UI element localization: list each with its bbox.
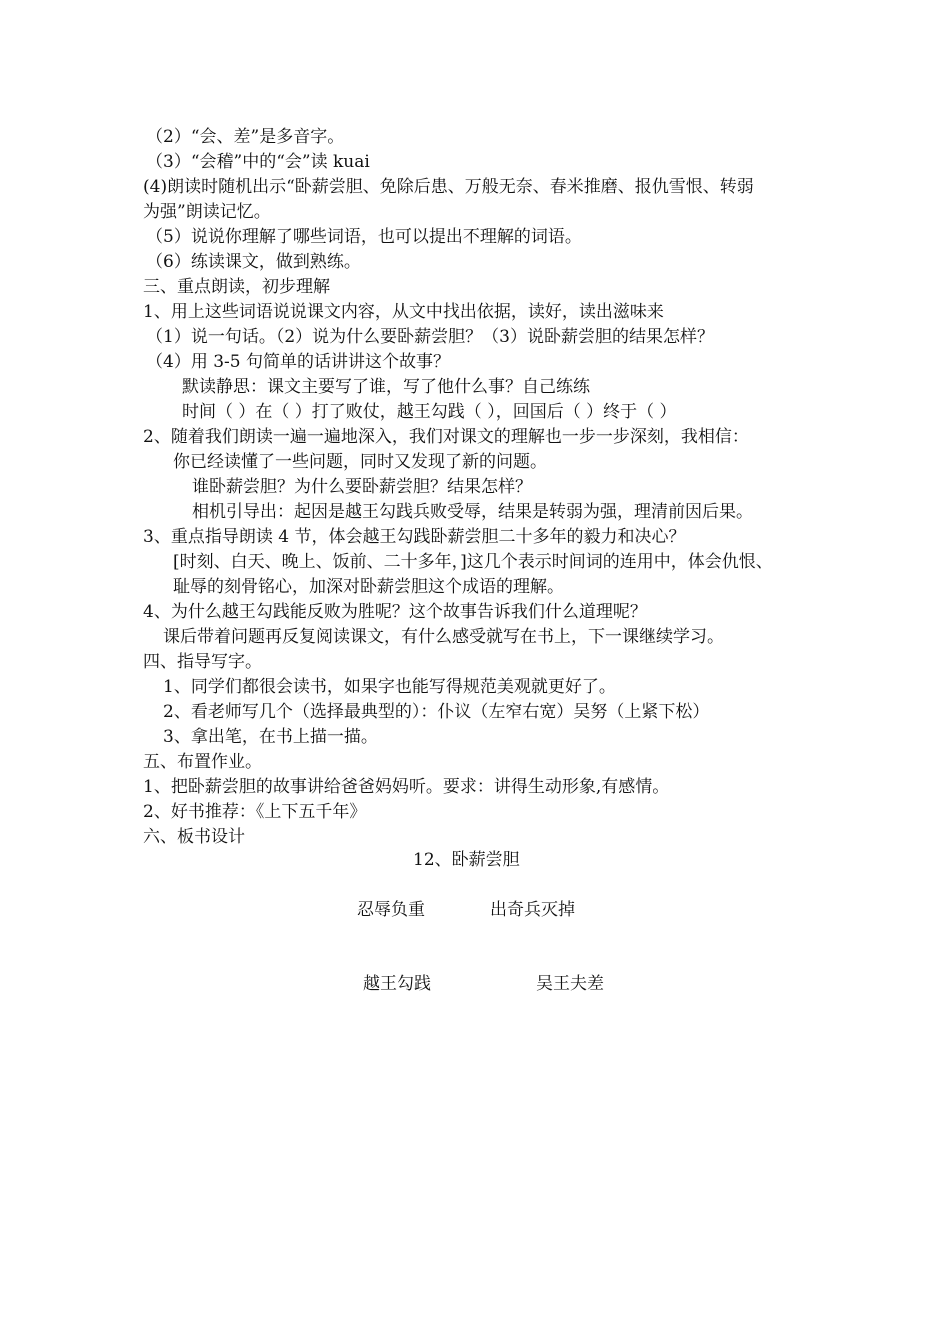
text-line: 你已经读懂了一些问题，同时又发现了新的问题。: [173, 452, 547, 472]
text-line: （2）“会、差”是多音字。: [146, 127, 345, 147]
text-line: 4、为什么越王勾践能反败为胜呢？这个故事告诉我们什么道理呢？: [143, 602, 647, 622]
text-line: 2、看老师写几个（选择最典型的）：仆议（左窄右宽）吴努（上紧下松）: [163, 702, 710, 722]
text-line: （5）说说你理解了哪些词语，也可以提出不理解的词语。: [146, 227, 582, 247]
board-right-bottom: 吴王夫差: [536, 974, 604, 994]
text-line: 时间（ ）在（ ）打了败仗，越王勾践（ ），回国后（ ）终于（ ）: [182, 402, 677, 422]
board-left-bottom: 越王勾践: [363, 974, 431, 994]
text-line: (4)朗读时随机出示“卧薪尝胆、免除后患、万般无奈、春米推磨、报仇雪恨、转弱: [143, 177, 754, 197]
text-line: 2、随着我们朗读一遍一遍地深入，我们对课文的理解也一步一步深刻，我相信：: [143, 427, 749, 447]
text-line: 1、同学们都很会读书，如果字也能写得规范美观就更好了。: [163, 677, 616, 697]
text-line: 1、用上这些词语说说课文内容，从文中找出依据，读好，读出滋味来: [143, 302, 664, 322]
section-heading: 五、布置作业。: [143, 752, 262, 772]
text-line: （6）练读课文，做到熟练。: [146, 252, 361, 272]
text-line: （3）“会稽”中的“会”读 kuai: [146, 152, 370, 172]
section-heading: 六、板书设计: [143, 827, 245, 847]
section-heading: 三、重点朗读，初步理解: [143, 277, 330, 297]
text-line: 为强”朗读记忆。: [143, 202, 271, 222]
text-line: 1、把卧薪尝胆的故事讲给爸爸妈妈听。要求：讲得生动形象,有感情。: [143, 777, 670, 797]
board-title: 12、卧薪尝胆: [413, 850, 520, 870]
text-line: 课后带着问题再反复阅读课文，有什么感受就写在书上，下一课继续学习。: [163, 627, 724, 647]
text-line: 2、好书推荐：《上下五千年》: [143, 802, 367, 822]
text-line: 3、拿出笔，在书上描一描。: [163, 727, 378, 747]
text-line: 耻辱的刻骨铭心，加深对卧薪尝胆这个成语的理解。: [173, 577, 564, 597]
section-heading: 四、指导写字。: [143, 652, 262, 672]
text-line: [时刻、白天、晚上、饭前、二十多年，]这几个表示时间词的连用中，体会仇恨、: [173, 552, 773, 572]
text-line: （4）用 3-5 句简单的话讲讲这个故事？: [146, 352, 450, 372]
text-line: 谁卧薪尝胆？为什么要卧薪尝胆？结果怎样？: [192, 477, 532, 497]
text-line: （1）说一句话。（2）说为什么要卧薪尝胆？（3）说卧薪尝胆的结果怎样？: [146, 327, 714, 347]
text-line: 3、重点指导朗读 4 节，体会越王勾践卧薪尝胆二十多年的毅力和决心？: [143, 527, 686, 547]
text-line: 默读静思：课文主要写了谁，写了他什么事？自己练练: [182, 377, 590, 397]
board-right-top: 出奇兵灭掉: [490, 900, 575, 920]
board-left-top: 忍辱负重: [357, 900, 425, 920]
text-line: 相机引导出：起因是越王勾践兵败受辱，结果是转弱为强，理清前因后果。: [192, 502, 753, 522]
